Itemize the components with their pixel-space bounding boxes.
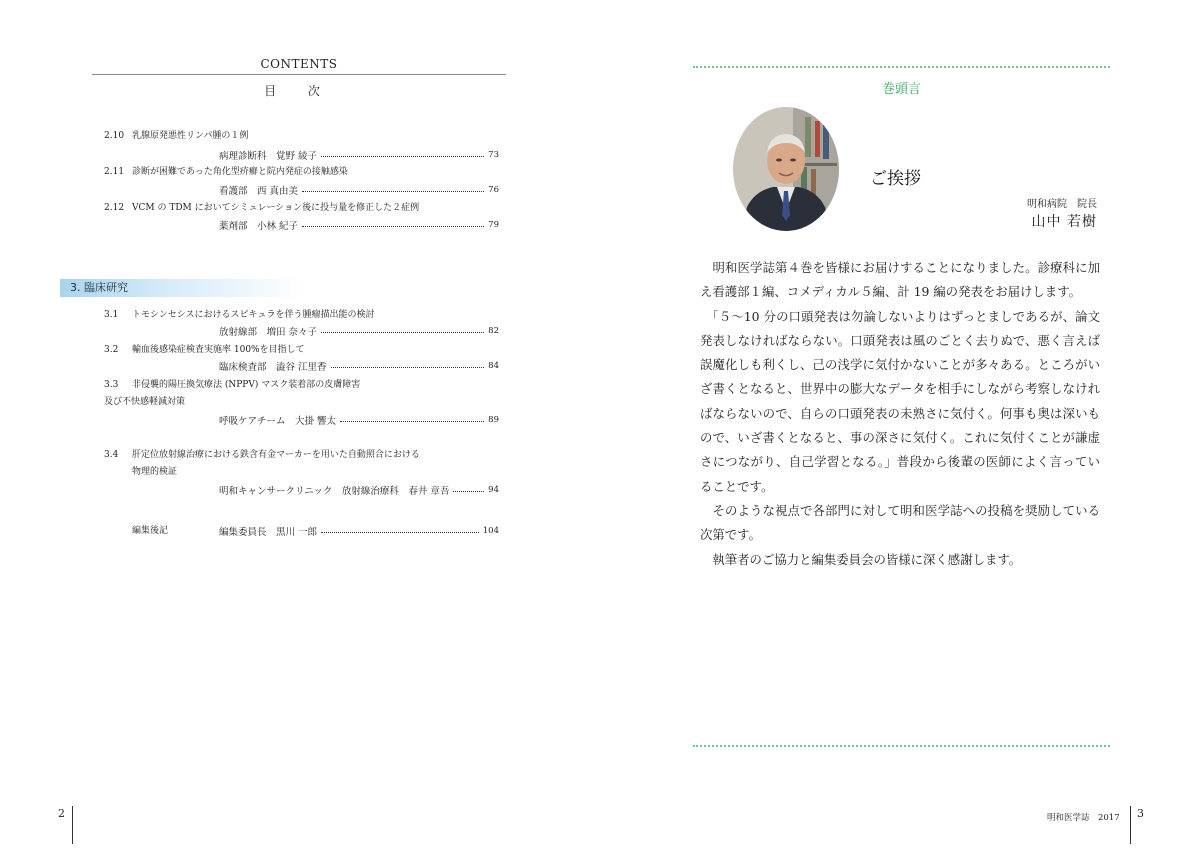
toc-entry-page: 79: [488, 220, 499, 230]
dot-leader: [331, 367, 485, 368]
toc-entry-author-line: [219, 413, 499, 427]
toc-entry-number: 2.12: [104, 203, 125, 213]
dot-leader: [453, 491, 484, 492]
body-paragraph: 執筆者のご協力と編集委員会の皆様に深く感謝します。: [700, 551, 1022, 567]
bottom-dotted-rule: [693, 745, 1110, 747]
toc-entry-author: 薬剤部 小林 紀子: [219, 221, 299, 232]
dot-leader: [321, 532, 479, 533]
toc-entry-author-line: [219, 483, 499, 497]
toc-entry-author-line: [219, 148, 499, 162]
toc-entry-page: 94: [488, 485, 499, 495]
editor-note-line: [219, 524, 499, 538]
author-name: 山中 若樹: [1031, 214, 1097, 230]
body-paragraph: そのような視点で各部門に対して明和医学誌への投稿を奨励している次第です。: [700, 502, 1100, 543]
section-header: 巻頭言: [881, 82, 921, 97]
toc-entry-page: 82: [488, 326, 499, 336]
toc-entry-title-continued: 及び不快感軽減対策: [104, 397, 186, 407]
toc-entry: [104, 309, 504, 323]
toc-entry-title: 肝定位放射線治療における鉄含有金マーカーを用いた自動照合における: [132, 450, 420, 460]
dot-leader: [340, 421, 484, 422]
dot-leader: [302, 226, 484, 227]
author-portrait: [733, 107, 839, 231]
dot-leader: [321, 156, 484, 157]
section-header-label: 3. 臨床研究: [70, 281, 128, 294]
editor-note-author: 編集委員長 黒川 一郎: [219, 527, 318, 538]
toc-entry-author: 病理診断科 覚野 綾子: [219, 151, 318, 162]
journal-footer: 明和医学誌 2017: [1047, 813, 1120, 823]
toc-entry-page: 76: [488, 185, 499, 195]
toc-entry: [104, 379, 504, 393]
body-paragraph: 明和医学誌第４巻を皆様にお届けすることになりました。診療科に加え看護部１編、コメディカル５編、計 19 編の発表をお届けします。: [700, 260, 1100, 300]
dot-leader: [321, 332, 484, 333]
dot-leader: [302, 191, 484, 192]
toc-entry-author: 呼吸ケアチーム 大掛 響太: [219, 416, 337, 427]
toc-entry-author-line: [219, 359, 499, 373]
contents-rule: [92, 74, 506, 75]
top-dotted-rule: [693, 66, 1110, 68]
contents-title: CONTENTS: [260, 57, 338, 71]
greeting-title: ご挨拶: [870, 169, 921, 189]
toc-entry: [104, 344, 504, 358]
toc-entry-author: 放射線部 増田 奈々子: [219, 327, 318, 338]
toc-entry-title: 輸血後感染症検査実施率 100%を目指して: [132, 345, 305, 355]
author-affiliation: 明和病院 院長: [1027, 199, 1097, 210]
toc-entry-author: 明和キャンサークリニック 放射線治療科 春井 章吾: [219, 486, 450, 497]
toc-entry-title: 乳腺原発悪性リンパ腫の１例: [132, 131, 249, 141]
page-number-right: 3: [1137, 807, 1144, 820]
toc-entry-title: 診断が困難であった角化型疥癬と院内発症の接触感染: [132, 167, 348, 177]
toc-entry-author-line: [219, 218, 499, 232]
toc-entry-number: 3.1: [104, 310, 119, 320]
toc-entry-number: 3.2: [104, 345, 119, 355]
editor-note-label: 編集後記: [132, 526, 169, 536]
toc-entry-author-line: [219, 324, 499, 338]
toc-entry-title-continued: 物理的検証: [132, 467, 178, 477]
page-margin-rule-left: [72, 806, 73, 844]
toc-entry-number: 3.3: [104, 380, 119, 390]
toc-entry-title: VCM の TDM においてシミュレーション後に投与量を修正した２症例: [132, 203, 420, 213]
body-paragraph: 「５～10 分の口頭発表は勿論しないよりはずっとましであるが、論文発表しなければならない。口頭発表は風のごとく去りぬで、悪く言えば誤魔化しも利くし、己の浅学に気付かないことが多々ある。ところがいざ書くとなると、世界中の膨大なデータを相手にしながら考察しなければならないので、自らの口頭発表の未熟さに気付く。何事も奥は深いもので、いざ書くとなると、事の深さに気付く。これに気付くことが謙虚さにつながり、自己学習となる。」普段から後輩の医師によく言っていることです。: [700, 308, 1100, 494]
toc-entry-author: 看護部 西 真由美: [219, 186, 299, 197]
mokuji-heading: 目 次: [264, 84, 334, 98]
toc-entry-title: 非侵襲的陽圧換気療法 (NPPV) マスク装着部の皮膚障害: [132, 380, 361, 390]
toc-entry-page: 73: [488, 150, 499, 160]
toc-entry-author: 臨床検査部 澁谷 江里香: [219, 362, 327, 373]
page-margin-rule-right: [1130, 806, 1131, 844]
toc-entry-title: トモシンセシスにおけるスピキュラを伴う腫瘤描出能の検討: [132, 310, 375, 320]
toc-entry-number: 3.4: [104, 450, 119, 460]
greeting-body: [700, 256, 1100, 572]
page-number-left: 2: [58, 807, 65, 820]
toc-entry: [104, 449, 504, 463]
toc-entry-page: 89: [488, 415, 499, 425]
toc-entry-page: 84: [488, 361, 499, 371]
toc-entry-number: 2.10: [104, 131, 125, 141]
toc-entry-number: 2.11: [104, 167, 125, 177]
editor-note-page: 104: [482, 526, 499, 536]
toc-entry-author-line: [219, 183, 499, 197]
